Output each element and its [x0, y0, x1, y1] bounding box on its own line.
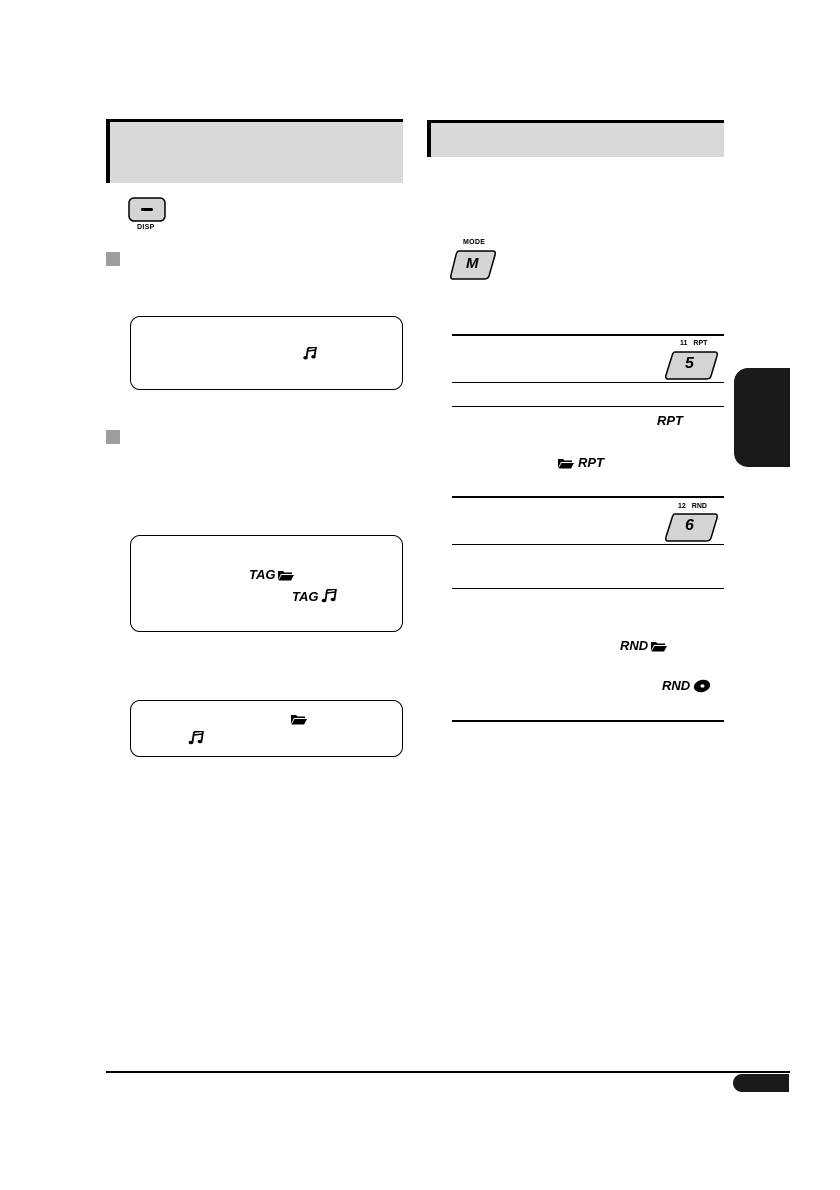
disp-button[interactable] [128, 197, 166, 222]
folder-rpt-indicator [557, 455, 604, 470]
folder-icon [290, 713, 308, 725]
display-2-line1 [249, 568, 295, 581]
rnd-folder-indicator [620, 638, 668, 653]
mode-button-label: MODE [463, 239, 486, 246]
music-note-icon [320, 589, 338, 603]
table-rule [452, 406, 724, 407]
step-2-marker [106, 430, 120, 444]
folder-icon [277, 569, 295, 581]
disp-button-shape [128, 197, 166, 222]
table-rule [452, 382, 724, 383]
rpt-button-caption [680, 340, 707, 347]
rnd-button[interactable] [664, 512, 719, 543]
table-rule [452, 544, 724, 545]
rpt-button-label: RPT [693, 340, 708, 347]
table-rule [452, 496, 724, 498]
rnd-button-label: RND [691, 503, 707, 510]
disc-icon [693, 679, 711, 693]
rpt-button-key: 5 [685, 355, 694, 372]
table-rule-bottom [452, 720, 724, 722]
rnd-indicator: RND [662, 678, 691, 693]
left-section-header [106, 119, 403, 183]
music-note-icon [188, 731, 204, 745]
table-rule [452, 588, 724, 589]
tag-label: TAG [249, 567, 276, 582]
right-section-header [427, 120, 724, 157]
rnd-button-caption [678, 503, 707, 510]
display-2-line2 [292, 589, 338, 603]
dash-icon [141, 208, 153, 211]
rpt-indicator: RPT [578, 455, 604, 470]
mode-button[interactable] [449, 249, 497, 281]
folder-icon [650, 640, 668, 652]
chapter-tab [734, 368, 790, 467]
display-1 [130, 316, 403, 390]
display-2 [130, 535, 403, 632]
rnd-indicator: RND [620, 638, 649, 653]
page-number-tab [733, 1074, 789, 1092]
music-note-icon [303, 347, 318, 360]
rpt-indicator: RPT [657, 413, 683, 428]
table-rule-top [452, 334, 724, 336]
folder-icon [557, 457, 575, 469]
disp-button-label: DISP [137, 224, 155, 231]
rpt-button-number: 11 [680, 340, 688, 347]
step-1-marker [106, 252, 120, 266]
rpt-button[interactable] [664, 350, 719, 381]
mode-button-key: M [466, 255, 479, 272]
footer-rule [106, 1071, 790, 1073]
rnd-button-number: 12 [678, 503, 686, 510]
tag-label: TAG [292, 588, 319, 604]
display-3 [130, 700, 403, 757]
rnd-button-key: 6 [685, 517, 694, 534]
rnd-disc-indicator [662, 678, 711, 693]
